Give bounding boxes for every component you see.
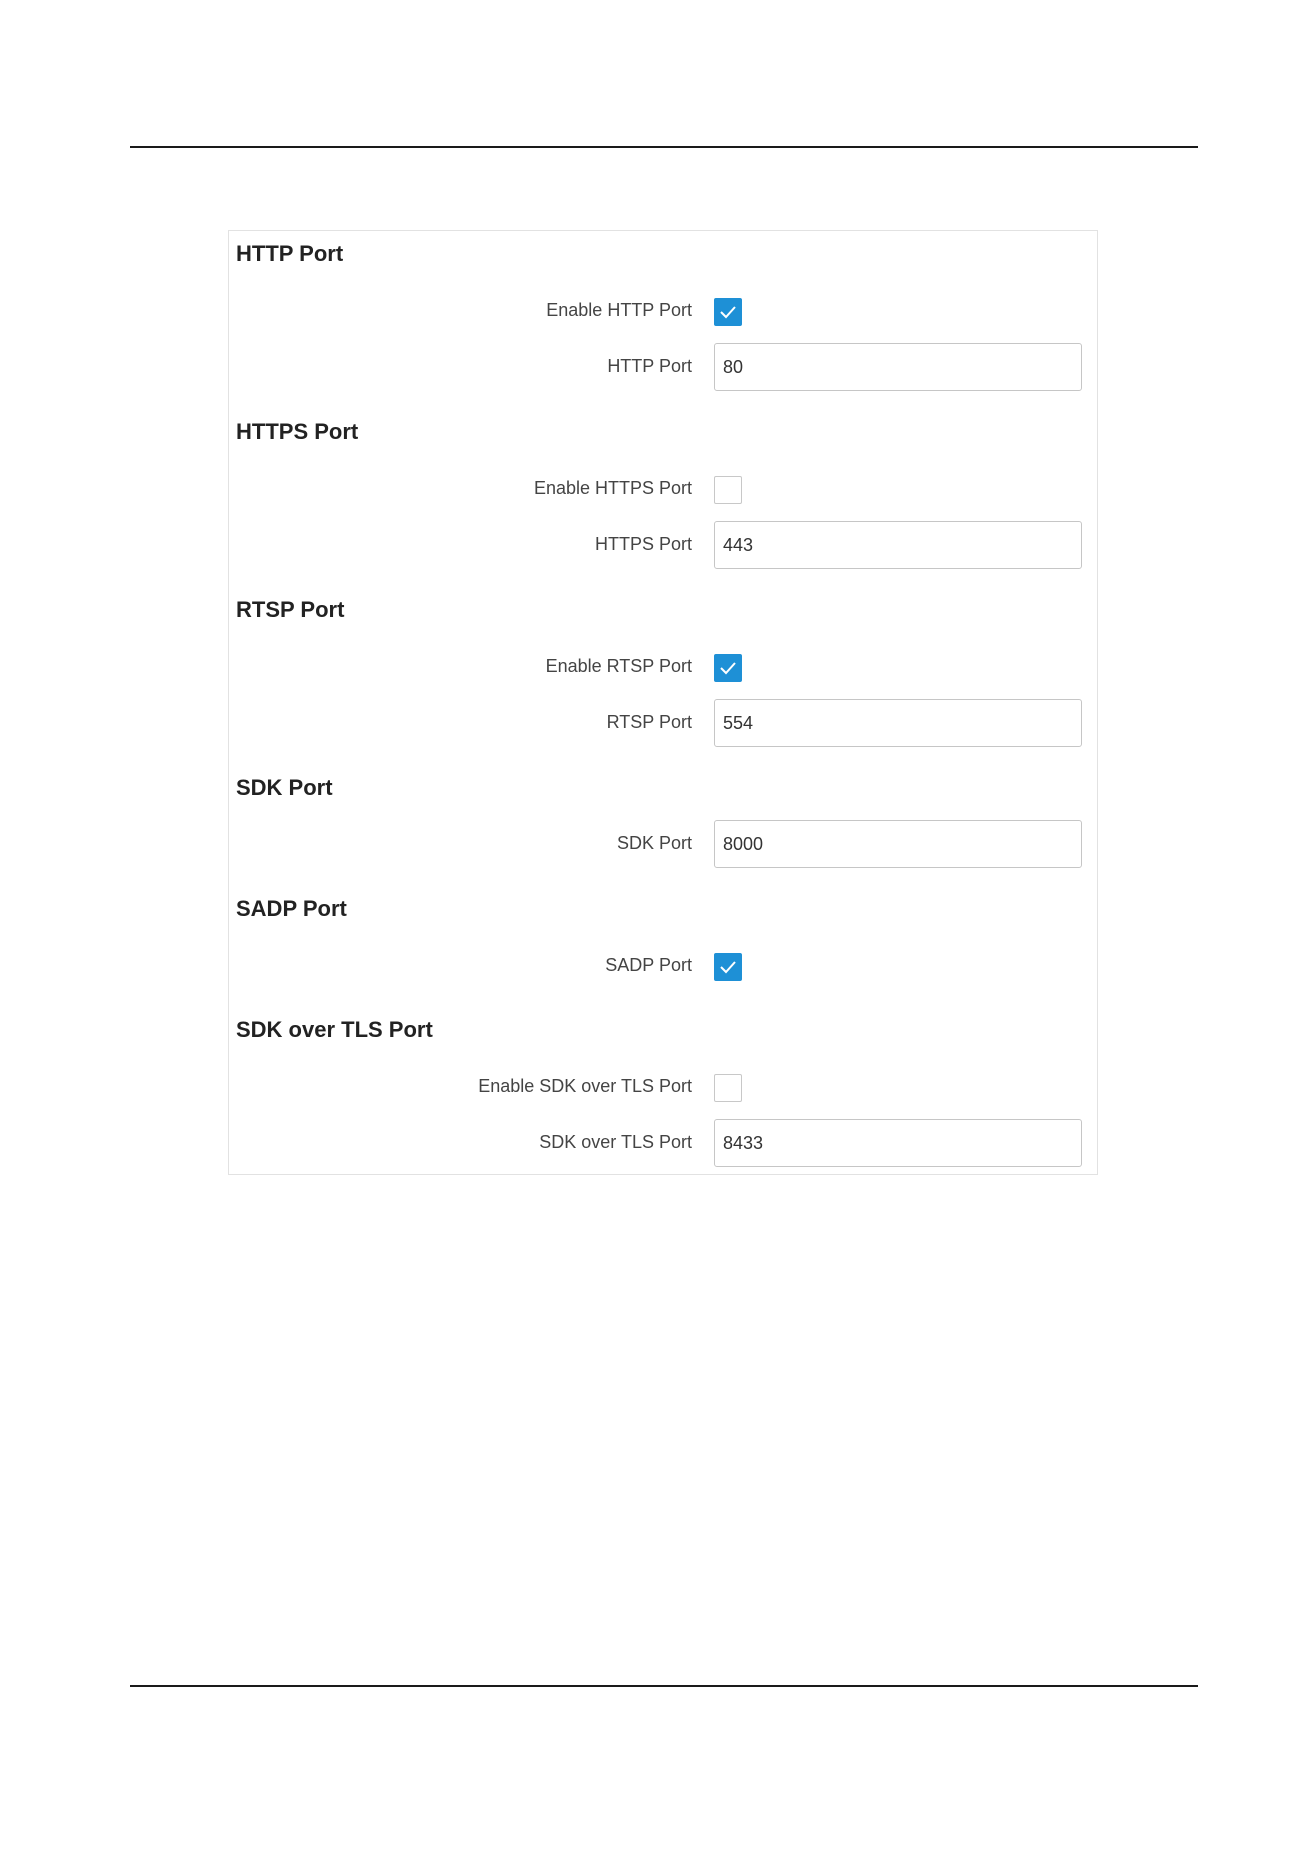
footer-rule (130, 1685, 1198, 1687)
enable-https-port-checkbox[interactable] (714, 476, 742, 504)
enable-rtsp-port-checkbox[interactable] (714, 654, 742, 682)
enable-rtsp-port-label: Enable RTSP Port (545, 656, 692, 676)
header-rule (130, 146, 1198, 148)
enable-http-port-label: Enable HTTP Port (546, 300, 692, 320)
http-port-input[interactable] (714, 343, 1082, 391)
https-port-input[interactable] (714, 521, 1082, 569)
checkmark-icon (719, 959, 737, 975)
sdk-over-tls-port-input[interactable] (714, 1119, 1082, 1167)
sadp-port-checkbox[interactable] (714, 953, 742, 981)
section-title-sadp: SADP Port (236, 896, 347, 921)
section-title-http: HTTP Port (236, 241, 344, 266)
checkmark-icon (719, 304, 737, 320)
rtsp-port-input[interactable] (714, 699, 1082, 747)
section-title-rtsp: RTSP Port (236, 597, 345, 622)
sdk-port-input[interactable] (714, 820, 1082, 868)
checkmark-icon (719, 660, 737, 676)
section-title-https: HTTPS Port (236, 419, 359, 444)
enable-sdk-over-tls-port-label: Enable SDK over TLS Port (478, 1076, 692, 1096)
enable-http-port-checkbox[interactable] (714, 298, 742, 326)
enable-https-port-label: Enable HTTPS Port (533, 478, 692, 498)
sadp-port-label: SADP Port (605, 955, 692, 975)
section-title-sdk-over-tls: SDK over TLS Port (236, 1017, 433, 1042)
http-port-label: HTTP Port (607, 356, 692, 376)
enable-sdk-over-tls-port-checkbox[interactable] (714, 1074, 742, 1102)
sdk-over-tls-port-label: SDK over TLS Port (539, 1132, 692, 1152)
section-title-sdk: SDK Port (236, 775, 333, 800)
sdk-port-label: SDK Port (616, 833, 692, 853)
https-port-label: HTTPS Port (594, 534, 692, 554)
port-settings-panel (228, 230, 1098, 1175)
rtsp-port-label: RTSP Port (606, 712, 692, 732)
